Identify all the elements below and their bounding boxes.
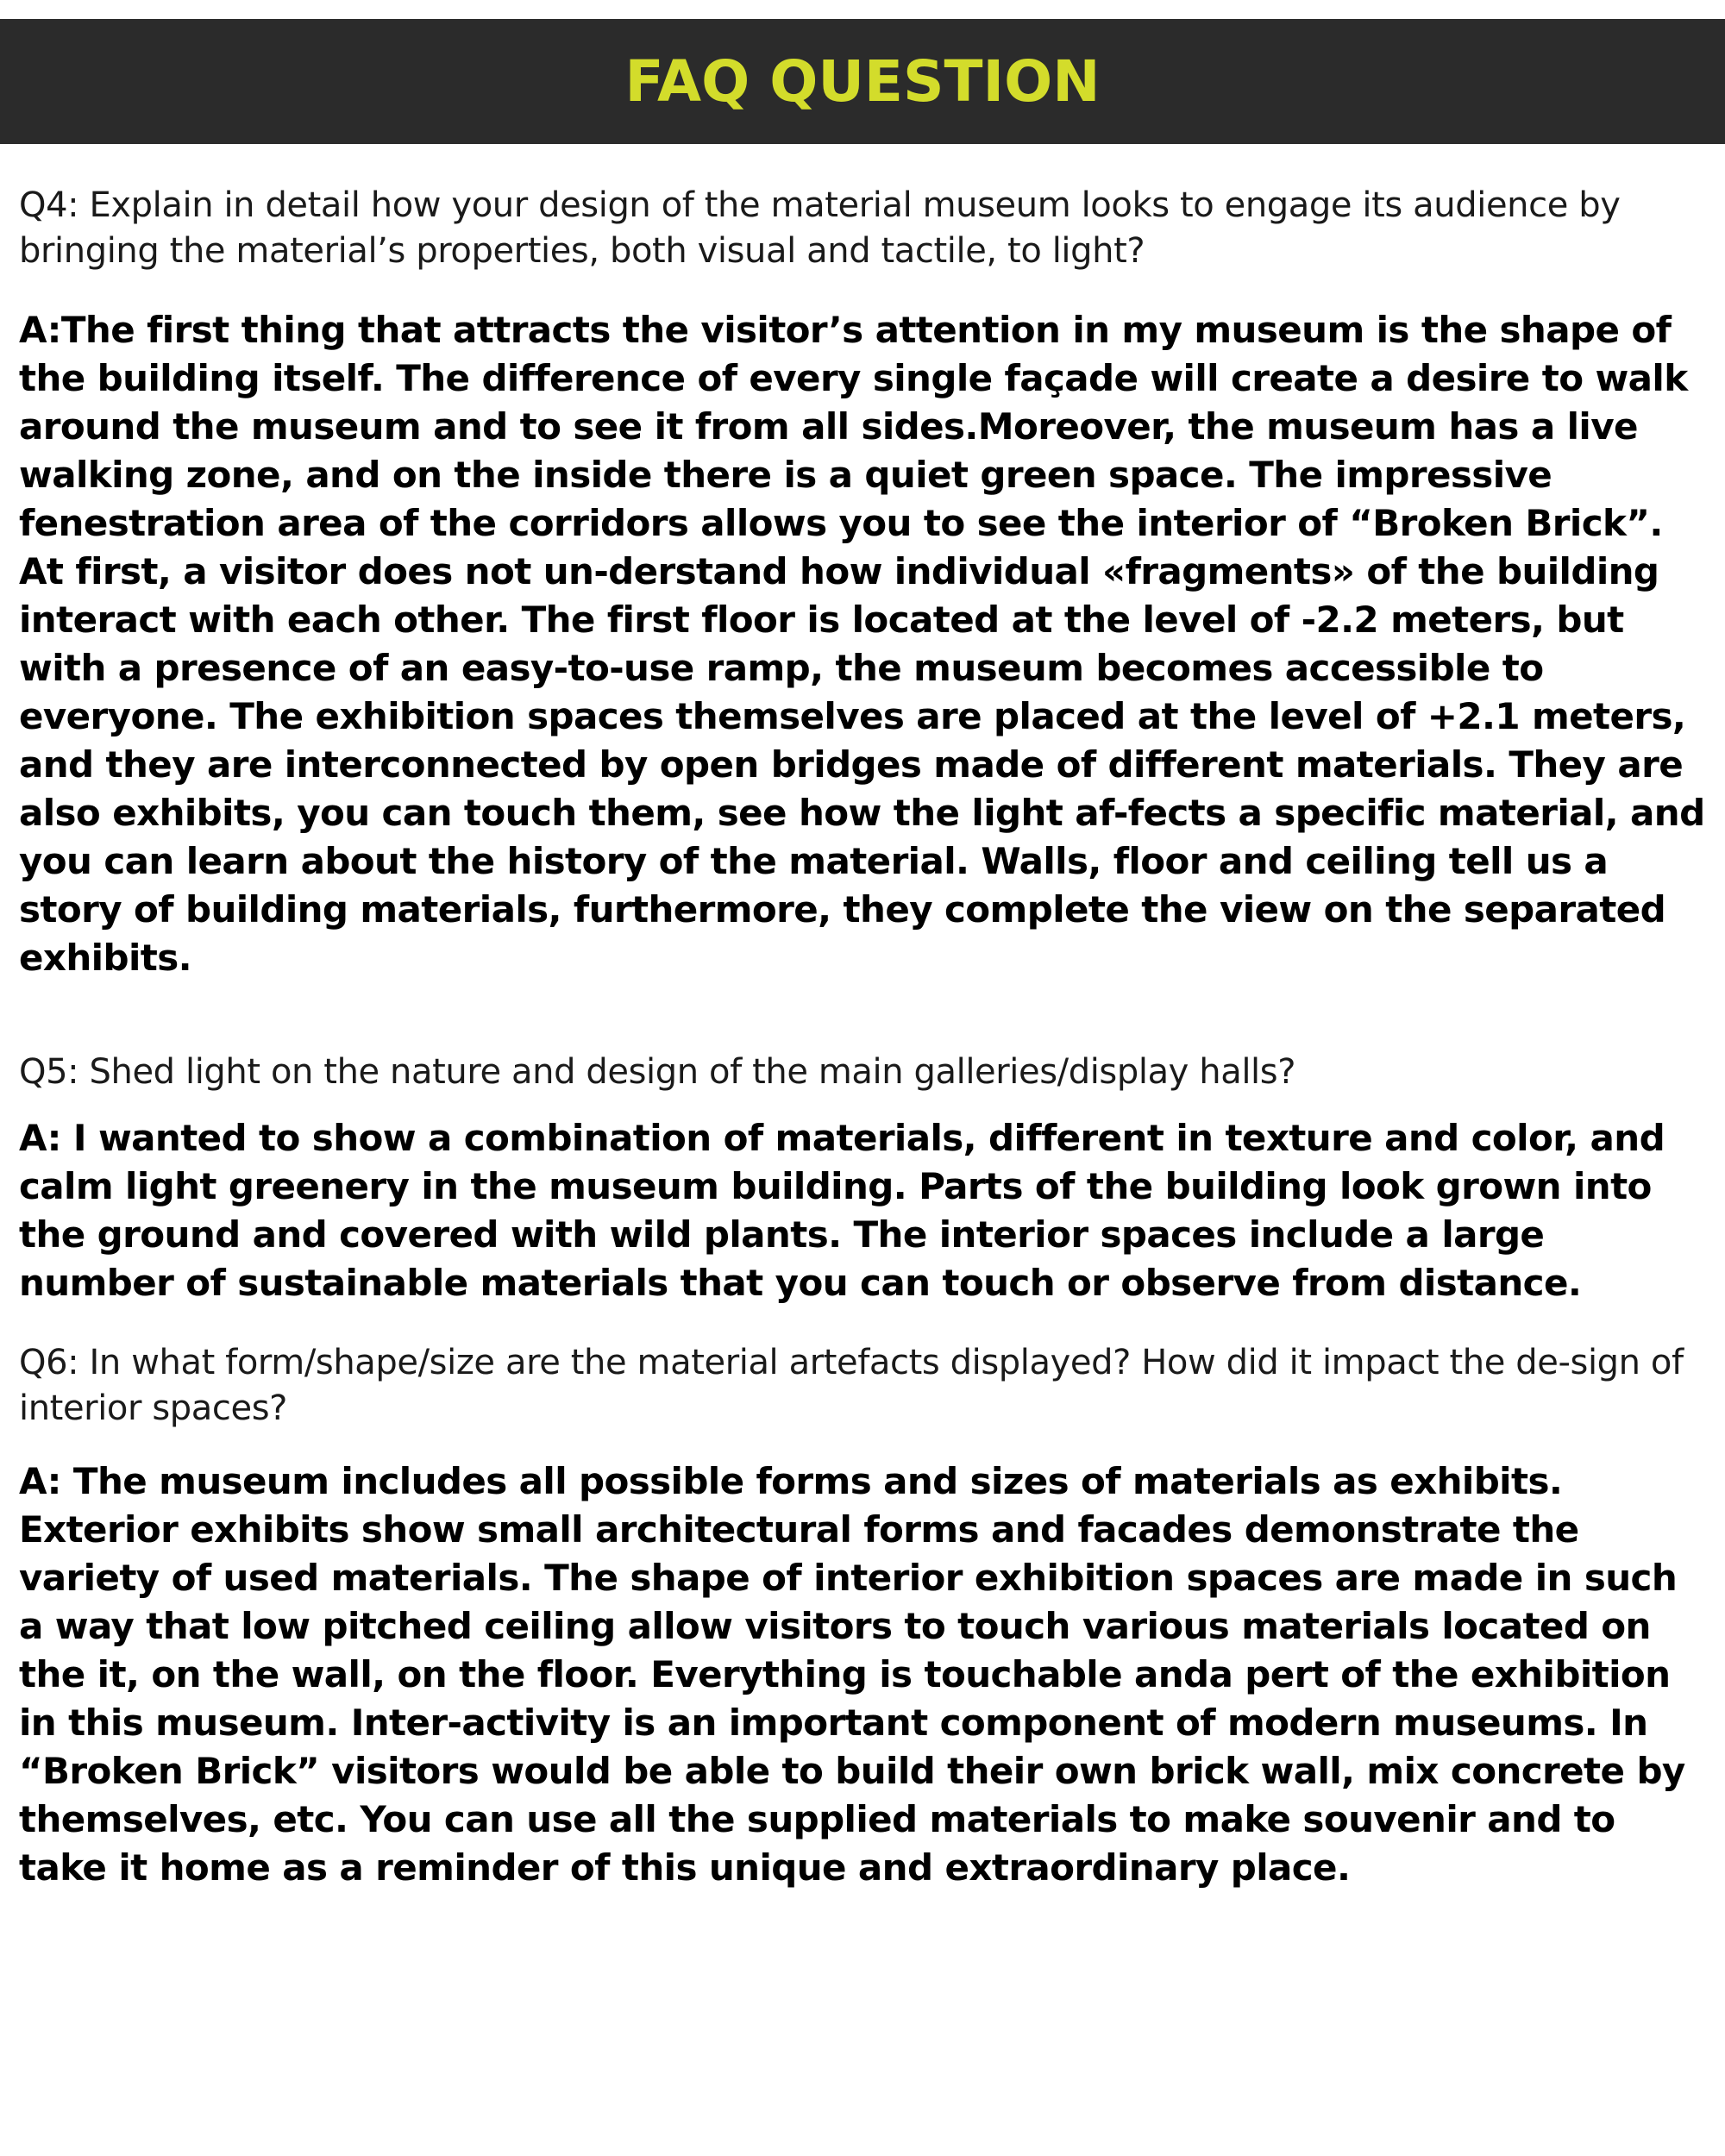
faq-question-q4: Q4: Explain in detail how your design of the material museum looks to engage its audience by bringing the material’s properties, both visual and tactile, to light? — [19, 185, 1621, 271]
faq-question-q6: Q6: In what form/shape/size are the material artefacts displayed? How did it impact the de-sign of interior spaces? — [19, 1343, 1684, 1428]
faq-question-q5: Q5: Shed light on the nature and design of the main galleries/display halls? — [19, 1052, 1296, 1092]
header-bar — [0, 19, 1725, 144]
faq-answer-q5: A: I wanted to show a combination of materials, different in texture and color, and calm light greenery in the museum building. Parts of the building look grown into the ground and covered with wild plants. The interior spaces include a large number of sustainable materials that you can touch or observe from distance. — [19, 1117, 1665, 1304]
page-title: FAQ QUESTION — [624, 48, 1101, 115]
faq-answer-q4: A:The first thing that attracts the visitor’s attention in my museum is the shape of the building itself. The difference of every single façade will create a desire to walk around the museum and to see it from all sides.Moreover, the museum has a live walking zone, and on the inside there is a quiet green space. The impressive fenestration area of the corridors allows you to see the interior of “Broken Brick”. At first, a visitor does not un-derstand how individual «fragments» of the building interact with each other. The first floor is located at the level of -2.2 meters, but with a presence of an easy-to-use ramp, the museum becomes accessible to everyone. The exhibition spaces themselves are placed at the level of +2.1 meters, and they are interconnected by open bridges made of different materials. They are also exhibits, you can touch them, see how the light af-fects a specific material, and you can learn about the history of the material. Walls, floor and ceiling tell us a story of building materials, furthermore, they complete the view on the separated exhibits. — [19, 309, 1705, 979]
faq-answer-q6: A: The museum includes all possible forms and sizes of materials as exhibits. Exterior exhibits show small architectural forms and facades demonstrate the variety of used materials. The shape of interior exhibition spaces are made in such a way that low pitched ceiling allow visitors to touch various materials located on the it, on the wall, on the floor. Everything is touchable anda pert of the exhibition in this museum. Inter-activity is an important component of modern museums. In “Broken Brick” visitors would be able to build their own brick wall, mix concrete by themselves, etc. You can use all the supplied materials to make souvenir and to take it home as a reminder of this unique and extraordinary place. — [19, 1460, 1685, 1889]
faq-content — [19, 183, 1709, 1892]
